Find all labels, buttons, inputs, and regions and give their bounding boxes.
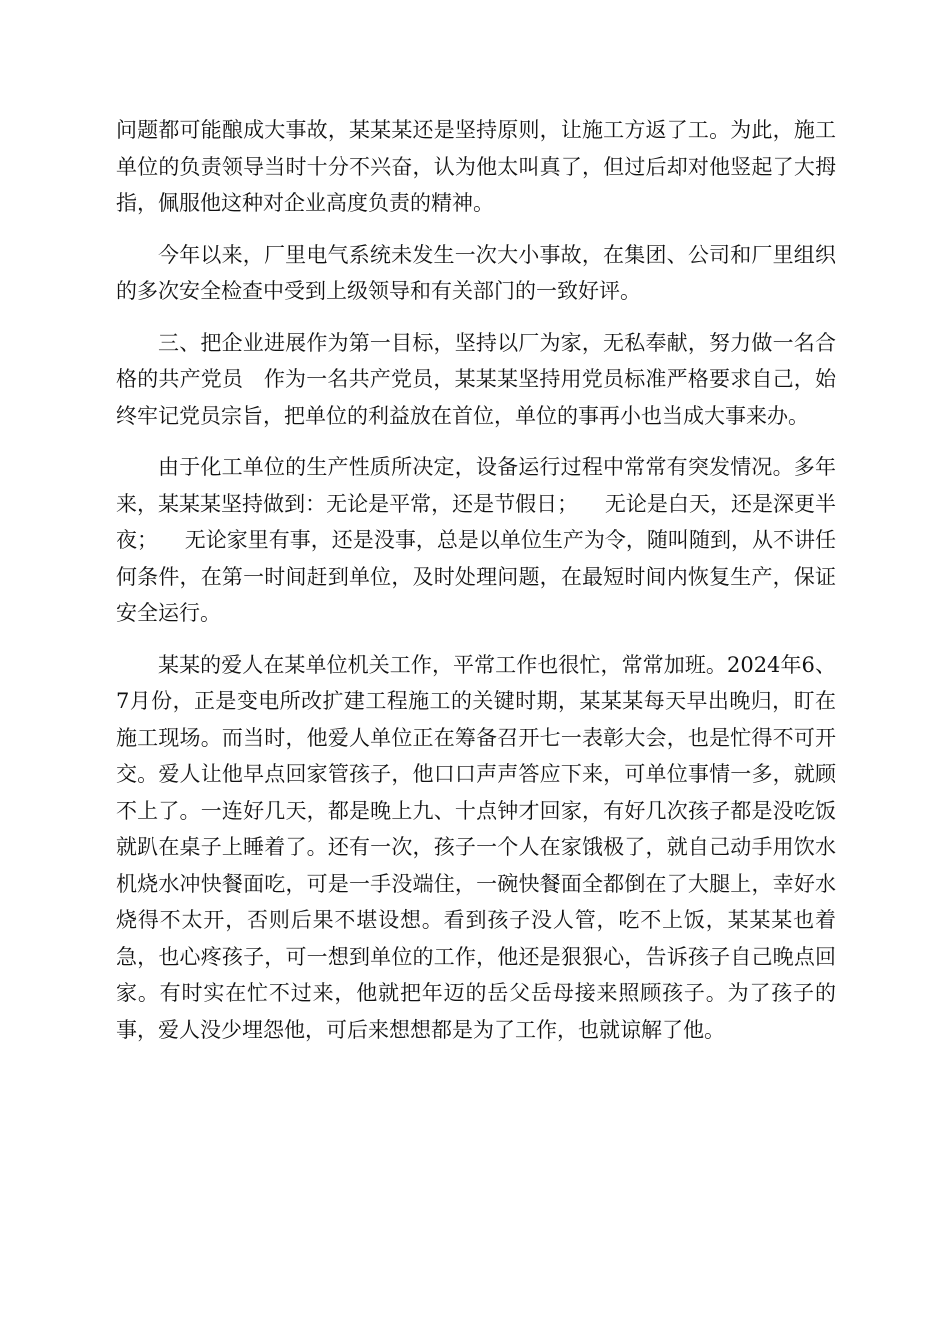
paragraph-4: 由于化工单位的生产性质所决定，设备运行过程中常常有突发情况。多年来，某某某坚持做到：无论是平常，还是节假日； 无论是白天，还是深更半夜； 无论家里有事，还是没事，总是以单位生产为令，随叫随到，从不讲任何条件，在第一时间赶到单位，及时处理问题，在最短时间内恢复生产，保证安全运行。 <box>116 455 836 625</box>
paragraph-1: 问题都可能酿成大事故，某某某还是坚持原则，让施工方返了工。为此，施工单位的负责领导当时十分不兴奋，认为他太叫真了，但过后却对他竖起了大拇指，佩服他这种对企业高度负责的精神。 <box>116 118 836 215</box>
paragraph-2: 今年以来，厂里电气系统未发生一次大小事故，在集团、公司和厂里组织的多次安全检查中受到上级领导和有关部门的一致好评。 <box>116 242 836 303</box>
paragraph-5: 某某的爱人在某单位机关工作，平常工作也很忙，常常加班。2024年6、7月份，正是变电所改扩建工程施工的关键时期，某某某每天早出晚归，盯在施工现场。而当时，他爱人单位正在筹备召开七一表彰大会，也是忙得不可开交。爱人让他早点回家管孩子，他口口声声答应下来，可单位事情一多，就顾不上了。一连好几天，都是晚上九、十点钟才回家，有好几次孩子都是没吃饭就趴在桌子上睡着了。还有一次，孩子一个人在家饿极了，就自己动手用饮水机烧水冲快餐面吃，可是一手没端住，一碗快餐面全都倒在了大腿上，幸好水烧得不太开，否则后果不堪设想。看到孩子没人管，吃不上饭，某某某也着急，也心疼孩子，可一想到单位的工作，他还是狠狠心，告诉孩子自己晚点回家。有时实在忙不过来，他就把年迈的岳父岳母接来照顾孩子。为了孩子的事，爱人没少埋怨他，可后来想想都是为了工作，也就谅解了他。 <box>116 652 836 1042</box>
paragraph-3: 三、把企业进展作为第一目标，坚持以厂为家，无私奉献，努力做一名合格的共产党员 作为一名共产党员，某某某坚持用党员标准严格要求自己，始终牢记党员宗旨，把单位的利益放在首位，单位的事再小也当成大事来办。 <box>116 330 836 428</box>
document-body <box>116 112 836 1063</box>
